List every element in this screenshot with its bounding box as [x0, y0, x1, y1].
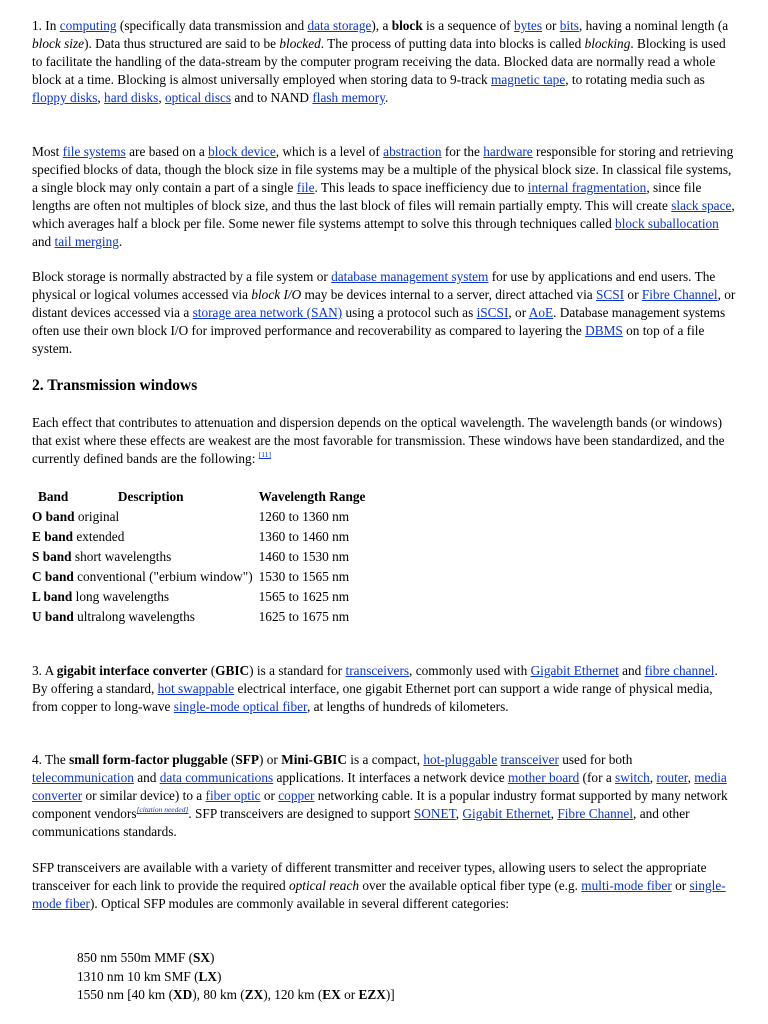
text: , which is a level of	[275, 144, 384, 159]
link-fibre-channel[interactable]: Fibre Channel	[557, 805, 634, 821]
code-ex: EX	[322, 987, 341, 1002]
list-item	[77, 949, 677, 968]
text: Most	[32, 144, 63, 159]
text: . SFP transceivers are designed to support	[188, 805, 414, 821]
term-blocked: blocked	[279, 35, 321, 51]
link-switch[interactable]: switch	[615, 769, 650, 785]
text: )]	[385, 987, 395, 1002]
band-name: C band	[32, 569, 74, 585]
wavelength-range-cell: 1625 to 1675 nm	[258, 609, 350, 625]
link-single-mode-optical-fiber[interactable]: single-mode optical fiber	[173, 698, 307, 714]
band-name: E band	[32, 529, 74, 545]
band-description: extended	[76, 529, 125, 545]
text: ,	[550, 805, 558, 821]
link-abstraction[interactable]: abstraction	[383, 144, 442, 159]
text: )	[217, 968, 222, 984]
link-computing[interactable]: computing	[59, 18, 117, 33]
text: ) is a standard for	[249, 663, 346, 678]
term-blocking: blocking	[584, 35, 631, 51]
text: (specifically data transmission and	[116, 18, 308, 33]
text: .	[118, 233, 123, 249]
text: are based on a	[125, 144, 209, 159]
column-header-wavelength-range: Wavelength Range	[258, 489, 366, 505]
text: 1. In	[32, 18, 60, 33]
text: 1310 nm 10 km SMF (	[77, 968, 199, 984]
text: and	[133, 769, 160, 785]
link-sonet[interactable]: SONET	[413, 805, 456, 821]
link-flash-memory[interactable]: flash memory	[312, 89, 385, 105]
citation-needed-link[interactable]: [citation needed]	[136, 804, 189, 814]
band-name: S band	[32, 549, 72, 565]
paragraph-gbic	[32, 662, 736, 716]
term-block: block	[391, 18, 423, 33]
paragraph-sfp-types	[32, 859, 736, 913]
link-telecommunication[interactable]: telecommunication	[32, 769, 134, 785]
band-name: L band	[32, 589, 73, 605]
text: ) or	[259, 752, 282, 767]
link-hard-disks[interactable]: hard disks	[104, 89, 159, 105]
link-transceiver[interactable]: transceiver	[500, 752, 559, 767]
text: or	[260, 787, 279, 803]
text: (	[207, 663, 216, 678]
text: applications. It interfaces a network device	[273, 769, 508, 785]
band-description: conventional ("erbium window")	[77, 569, 253, 585]
term-block-io: block I/O	[251, 286, 302, 302]
text: is a compact,	[346, 752, 424, 767]
list-item	[77, 986, 677, 1005]
text: Each effect that contributes to attenuation and dispersion depends on the optical wavelength. The wavelength bands (or windows) that exist where these effects are weakest are the most favorable for transmission. These windows have been standardized, and the currently defined bands are the following:	[32, 415, 725, 466]
link-router[interactable]: router	[656, 769, 688, 785]
text: (	[227, 752, 236, 767]
text: 4. The	[32, 752, 70, 767]
text: ,	[687, 769, 695, 785]
paragraph-block-definition	[32, 17, 736, 107]
link-floppy-disks[interactable]: floppy disks	[32, 89, 98, 105]
term-block-size: block size	[32, 35, 85, 51]
link-tail-merging[interactable]: tail merging	[54, 233, 119, 249]
text: )	[210, 950, 215, 965]
table-row	[29, 587, 368, 607]
band-cell	[29, 607, 256, 627]
text: . This leads to space inefficiency due to	[314, 179, 528, 195]
code-zx: ZX	[244, 987, 264, 1002]
paragraph-file-systems	[32, 143, 736, 250]
text: and to NAND	[231, 89, 313, 105]
list-item	[77, 968, 677, 987]
link-file[interactable]: file	[296, 179, 315, 195]
band-cell	[29, 587, 256, 607]
link-aoe[interactable]: AoE	[528, 304, 554, 320]
link-bits[interactable]: bits	[559, 18, 579, 33]
text: ), a	[371, 18, 392, 33]
band-cell	[29, 547, 256, 567]
text: ,	[649, 769, 657, 785]
term-gigabit-interface-converter: gigabit interface converter	[56, 663, 208, 678]
text: using a protocol such as	[342, 304, 477, 320]
link-single-mode-fiber[interactable]: single-mode fiber	[32, 877, 726, 911]
paragraph-sfp	[32, 751, 736, 841]
text: for use by applications and end users. The physical or logical volumes accessed via	[32, 269, 716, 302]
band-cell	[29, 527, 256, 547]
text: or	[542, 18, 560, 33]
text: .	[384, 89, 389, 105]
link-gigabit-ethernet[interactable]: Gigabit Ethernet	[462, 805, 551, 821]
table-row	[29, 527, 368, 547]
link-multi-mode-fiber[interactable]: multi-mode fiber	[581, 877, 672, 893]
band-name: U band	[32, 609, 74, 625]
text: is a sequence of	[422, 18, 514, 33]
text: over the available optical fiber type (e.g.	[359, 877, 582, 893]
link-internal-fragmentation[interactable]: internal fragmentation	[527, 179, 647, 195]
link-optical-discs[interactable]: optical discs	[165, 89, 232, 105]
band-description: long wavelengths	[75, 589, 170, 605]
link-slack-space[interactable]: slack space	[671, 197, 732, 213]
text: , at lengths of hundreds of kilometers.	[306, 698, 509, 714]
table-row	[29, 607, 368, 627]
text: . Blocking is used to facilitate the handling of the data-stream by the computer program receiving the data. Blocked data are normally read a whole block at a time. Blocking is almost universally employed when storing data to 9-track	[32, 35, 726, 87]
column-header-band: Band	[38, 489, 69, 505]
term-mini-gbic: Mini-GBIC	[281, 752, 347, 767]
text: , or	[508, 304, 529, 320]
code-xd: XD	[173, 987, 193, 1002]
link-transceivers[interactable]: transceivers	[345, 663, 410, 678]
text: Block storage is normally abstracted by a file system or	[32, 269, 332, 284]
wavelength-range-cell: 1360 to 1460 nm	[258, 529, 350, 545]
text: used for both	[558, 752, 633, 767]
text: ). Data thus structured are said to be	[84, 35, 280, 51]
text: may be devices internal to a server, direct attached via	[301, 286, 597, 302]
text: . The process of putting data into blocks is called	[320, 35, 585, 51]
link-bytes[interactable]: bytes	[513, 18, 543, 33]
text: on top of a file system.	[32, 322, 705, 356]
link-data-storage[interactable]: data storage	[307, 18, 372, 33]
link-scsi[interactable]: SCSI	[596, 286, 625, 302]
code-sx: SX	[193, 950, 210, 965]
text: , to rotating media such as	[565, 71, 705, 87]
text: for the	[441, 144, 484, 159]
band-cell	[29, 507, 256, 527]
link-block-suballocation[interactable]: block suballocation	[615, 215, 719, 231]
text: ,	[97, 89, 105, 105]
text: or	[671, 877, 690, 893]
text: and	[32, 233, 55, 249]
text: . By offering a standard,	[32, 663, 718, 696]
link-fibre-channel[interactable]: fibre channel	[644, 663, 715, 678]
text: SFP transceivers are available with a variety of different transmitter and receiver types, allowing users to select the appropriate transceiver for each link to provide the required	[32, 860, 707, 893]
code-ezx: EZX	[358, 987, 386, 1002]
text: , and other communications standards.	[32, 805, 690, 839]
link-dbms[interactable]: DBMS	[585, 322, 623, 338]
wavelength-range-cell: 1260 to 1360 nm	[258, 509, 350, 525]
band-cell	[29, 567, 256, 587]
band-description: original	[77, 509, 120, 525]
link-media-converter[interactable]: media converter	[32, 769, 727, 803]
reference-link-11[interactable]: [11]	[258, 449, 271, 459]
link-data-communications[interactable]: data communications	[159, 769, 274, 785]
term-optical-reach: optical reach	[288, 877, 360, 893]
paragraph-block-storage	[32, 268, 736, 358]
text: 1550 nm [40 km (	[77, 987, 174, 1002]
code-lx: LX	[198, 968, 218, 984]
text: , or distant devices accessed via a	[32, 286, 736, 320]
text: (for a	[579, 769, 616, 785]
link-fiber-optic[interactable]: fiber optic	[205, 787, 261, 803]
text: , since file lengths are often not multiples of block size, and thus the last block of files will remain partially empty. This will create	[32, 179, 702, 213]
text: , which averages half a block per file. Some newer file systems attempt to solve this through techniques called	[32, 197, 735, 231]
text: ). Optical SFP modules are commonly available in several different categories:	[89, 895, 510, 911]
term-gbic: GBIC	[215, 663, 250, 678]
table-row	[29, 567, 368, 587]
table-header-row	[29, 487, 368, 507]
link-block-device[interactable]: block device	[208, 144, 276, 159]
text: or	[340, 987, 359, 1002]
term-sfp: SFP	[235, 752, 260, 767]
band-name: O band	[32, 509, 75, 525]
band-description: ultralong wavelengths	[77, 609, 195, 625]
column-header-description: Description	[117, 489, 184, 505]
wavelength-range-cell: 1530 to 1565 nm	[258, 569, 350, 585]
link-database-management-system[interactable]: database management system	[331, 269, 489, 284]
link-magnetic-tape[interactable]: magnetic tape	[491, 71, 566, 87]
text: networking cable. It is a popular industry format supported by many network component vendors	[32, 787, 728, 821]
link-iscsi[interactable]: iSCSI	[476, 304, 509, 320]
bands-table	[29, 487, 368, 627]
table-row	[29, 507, 368, 527]
band-description: short wavelengths	[74, 549, 172, 565]
link-file-systems[interactable]: file systems	[62, 144, 126, 159]
text: . Database management systems often use their own block I/O for improved performance and recoverability as compared to layering the	[32, 304, 726, 338]
wavelength-range-cell: 1565 to 1625 nm	[258, 589, 350, 605]
link-gigabit-ethernet[interactable]: Gigabit Ethernet	[530, 663, 619, 678]
term-small-form-factor-pluggable: small form-factor pluggable	[69, 752, 228, 767]
text: ,	[455, 805, 463, 821]
text: ), 80 km (	[192, 987, 245, 1002]
table-row	[29, 547, 368, 567]
wavelength-range-cell: 1460 to 1530 nm	[258, 549, 350, 565]
section-heading-transmission-windows: 2. Transmission windows	[32, 377, 198, 394]
text: 850 nm 550m MMF (	[77, 950, 193, 965]
link-storage-area-network[interactable]: storage area network (SAN)	[192, 304, 343, 320]
link-mother-board[interactable]: mother board	[507, 769, 580, 785]
link-hot-swappable[interactable]: hot swappable	[157, 680, 235, 696]
text: and	[618, 663, 645, 678]
sfp-categories-list	[77, 949, 677, 1005]
text: responsible for storing and retrieving specified blocks of data, though the block size in file systems may be a multiple of the physical block size. In classical file systems, a single block may only contain a part of a single	[32, 144, 734, 195]
link-hardware[interactable]: hardware	[483, 144, 533, 159]
text: electrical interface, one gigabit Ethernet port can support a wide range of physical media, from copper to long-wave	[32, 680, 713, 714]
text: , commonly used with	[409, 663, 531, 678]
text: , having a nominal length (a	[578, 18, 729, 33]
text: or similar device) to a	[82, 787, 206, 803]
text: ,	[158, 89, 165, 105]
text: or	[624, 286, 642, 302]
link-copper[interactable]: copper	[278, 787, 315, 803]
text: ), 120 km (	[263, 987, 323, 1002]
text: 3. A	[32, 663, 57, 678]
paragraph-transmission-windows	[32, 414, 736, 468]
link-hot-pluggable[interactable]: hot-pluggable	[423, 752, 498, 767]
link-fibre-channel[interactable]: Fibre Channel	[641, 286, 718, 302]
